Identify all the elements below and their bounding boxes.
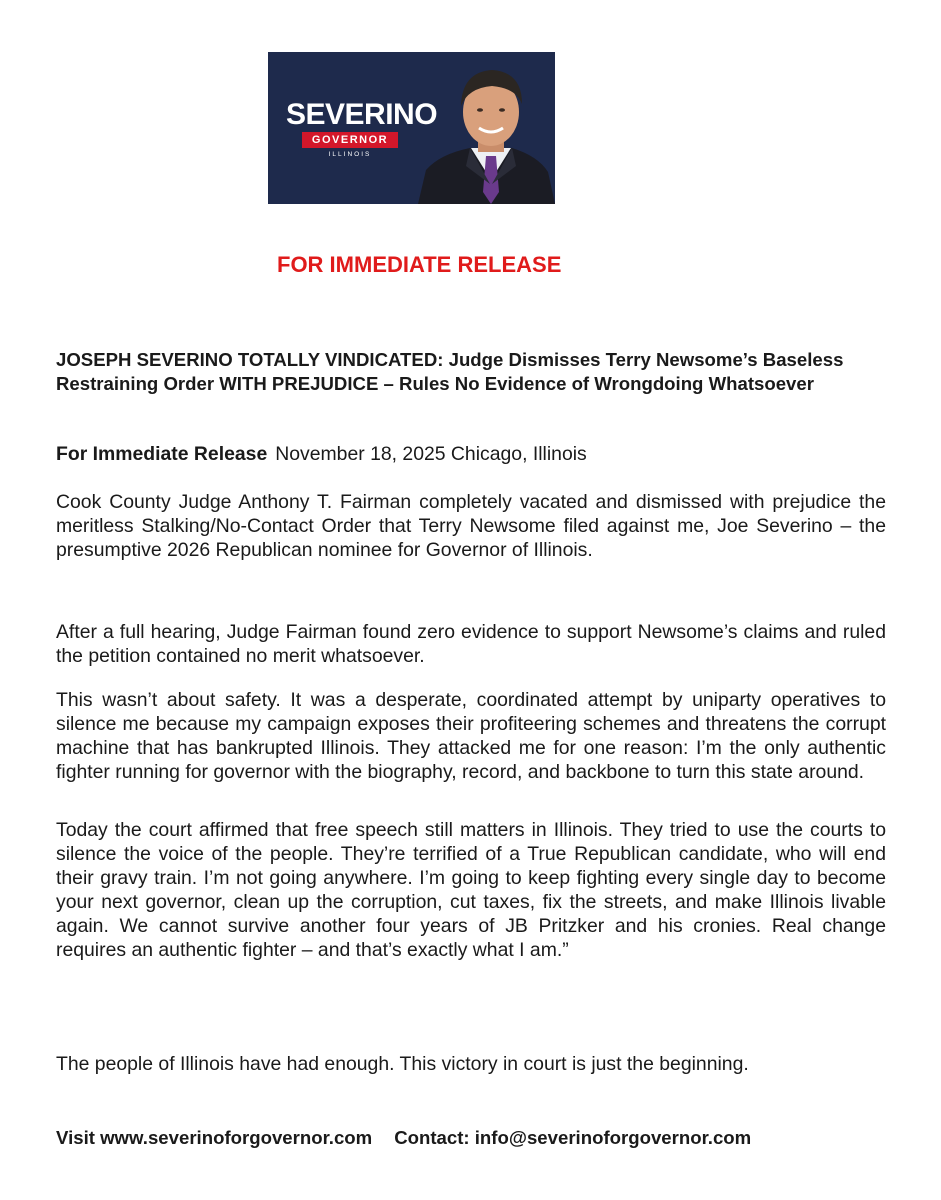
paragraph-4: Today the court affirmed that free speech still matters in Illinois. They tried to use the courts to silence the voice of the people. They’re terrified of a True Republican candidate, who will end their gravy train. I’m not going anywhere. I’m going to keep fighting every single day to become your next governor, clean up the corruption, cut taxes, fix the streets, and make Illinois livable again. We cannot survive another four years of JB Pritzker and his cronies. Real change requires an authentic fighter – and that’s exactly what I am.”	[56, 819, 886, 961]
footer-contact-link[interactable]: Contact: info@severinoforgovernor.com	[394, 1127, 752, 1148]
logo-name: SEVERINO	[286, 98, 438, 131]
logo-office: GOVERNOR	[302, 132, 398, 148]
dateline-text: November 18, 2025 Chicago, Illinois	[275, 443, 587, 465]
paragraph-5: The people of Illinois have had enough. This victory in court is just the beginning.	[56, 1053, 749, 1075]
dateline	[56, 442, 886, 466]
campaign-logo	[268, 52, 555, 204]
release-label: FOR IMMEDIATE RELEASE	[277, 252, 562, 277]
paragraph-2: After a full hearing, Judge Fairman found zero evidence to support Newsome’s claims and ruled the petition contained no merit whatsoever.	[56, 621, 886, 667]
footer-visit-link[interactable]: Visit www.severinoforgovernor.com	[56, 1127, 373, 1148]
dateline-label: For Immediate Release	[56, 443, 268, 465]
logo-state: ILLINOIS	[328, 151, 372, 158]
paragraph-1: Cook County Judge Anthony T. Fairman completely vacated and dismissed with prejudice the meritless Stalking/No-Contact Order that Terry Newsome filed against me, Joe Severino – the presumptive 2026 Republican nominee for Governor of Illinois.	[56, 491, 886, 561]
headline: JOSEPH SEVERINO TOTALLY VINDICATED: Judge Dismisses Terry Newsome’s Baseless Restraining Order WITH PREJUDICE – Rules No Evidence of Wrongdoing Whatsoever	[56, 349, 844, 394]
footer	[56, 1126, 886, 1150]
paragraph-3: This wasn’t about safety. It was a desperate, coordinated attempt by uniparty operatives to silence me because my campaign exposes their profiteering schemes and threatens the corrupt machine that has bankrupted Illinois. They attacked me for one reason: I’m the only authentic fighter running for governor with the biography, record, and backbone to turn this state around.	[56, 689, 886, 783]
